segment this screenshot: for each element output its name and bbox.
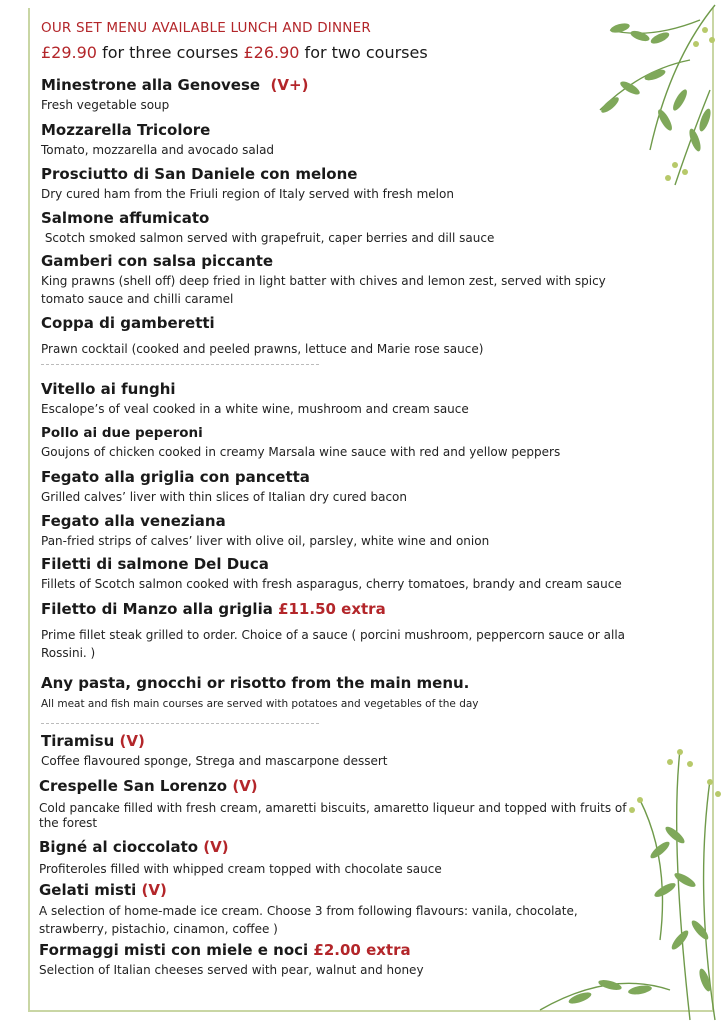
dish-name: Gamberi con salsa piccante: [41, 252, 274, 270]
dish-name: Filetti di salmone Del Duca: [41, 555, 269, 573]
two-courses-label: for two courses: [299, 43, 428, 62]
menu-item: [41, 380, 681, 418]
dish-name: Fegato alla griglia con pancetta: [41, 468, 310, 486]
menu-prices: [41, 43, 428, 62]
menu-item: [41, 600, 661, 662]
dish-description: A selection of home-made ice cream. Choose 3 from following flavours: vanila, chocolate, strawberry, pistachio, cinamon, coffee ): [39, 904, 578, 936]
dish-name: Filetto di Manzo alla griglia £11.50 extra: [41, 600, 386, 618]
dish-name: Fegato alla veneziana: [41, 512, 226, 530]
dish-description: Grilled calves’ liver with thin slices of Italian dry cured bacon: [41, 490, 407, 504]
pasta-note-block: [41, 674, 681, 713]
dish-description: Fresh vegetable soup: [41, 98, 170, 112]
menu-item: [41, 732, 681, 770]
menu-item: [39, 777, 629, 831]
dish-tag: (V): [119, 732, 145, 750]
menu-item: [41, 76, 681, 114]
dish-description: Prime fillet steak grilled to order. Choice of a sauce ( porcini mushroom, peppercorn sauce or alla Rossini. ): [41, 628, 626, 660]
dish-tag: (V): [141, 881, 167, 899]
dish-name: Coppa di gamberetti: [41, 314, 215, 332]
price-three-courses: £29.90: [41, 43, 97, 62]
menu-item: [39, 941, 679, 979]
menu-item: [39, 838, 679, 878]
dish-description: Pan-fried strips of calves’ liver with olive oil, parsley, white wine and onion: [41, 534, 490, 548]
menu-item: [41, 425, 681, 461]
menu-item: [41, 555, 681, 593]
dish-name: Salmone affumicato: [41, 209, 210, 227]
menu-item: [41, 512, 681, 550]
three-courses-label: for three courses: [96, 43, 244, 62]
pasta-title: Any pasta, gnocchi or risotto from the main menu.: [41, 674, 470, 692]
dish-description: Cold pancake filled with fresh cream, amaretti biscuits, amaretto liqueur and topped with fruits of the forest: [39, 801, 627, 830]
dish-name: Formaggi misti con miele e noci £2.00 extra: [39, 941, 411, 959]
dish-name: Vitello ai funghi: [41, 380, 176, 398]
dish-name: Gelati misti (V): [39, 881, 167, 899]
menu-item: [41, 314, 681, 358]
dish-description: Prawn cocktail (cooked and peeled prawns, lettuce and Marie rose sauce): [41, 342, 484, 356]
dish-tag: (V): [203, 838, 229, 856]
menu-item: [41, 121, 681, 159]
dish-description: Tomato, mozzarella and avocado salad: [41, 143, 275, 157]
dish-tag: (V): [232, 777, 258, 795]
dish-name: Tiramisu (V): [41, 732, 145, 750]
section-divider: [41, 723, 319, 724]
menu-item: [41, 252, 631, 308]
dish-tag: (V+): [270, 76, 309, 94]
dish-description: Goujons of chicken cooked in creamy Marsala wine sauce with red and yellow peppers: [41, 445, 561, 459]
menu-item: [41, 165, 681, 203]
menu-item: [41, 209, 681, 247]
menu-item: [41, 468, 681, 506]
dish-name: Bigné al cioccolato (V): [39, 838, 229, 856]
dish-name: Minestrone alla Genovese (V+): [41, 76, 309, 94]
price-two-courses: £26.90: [243, 43, 300, 62]
dish-description: Fillets of Scotch salmon cooked with fresh asparagus, cherry tomatoes, brandy and cream sauce: [41, 577, 622, 591]
dish-name: Prosciutto di San Daniele con melone: [41, 165, 358, 183]
section-divider: [41, 364, 319, 365]
dish-description: Selection of Italian cheeses served with pear, walnut and honey: [39, 963, 424, 977]
menu-heading: OUR SET MENU AVAILABLE LUNCH AND DINNER: [41, 20, 371, 36]
dish-description: Scotch smoked salmon served with grapefruit, caper berries and dill sauce: [41, 231, 495, 245]
dish-tag: £11.50 extra: [278, 600, 386, 618]
dish-description: Coffee flavoured sponge, Strega and mascarpone dessert: [41, 754, 388, 768]
dish-description: King prawns (shell off) deep fried in light batter with chives and lemon zest, served with spicy tomato sauce and chilli caramel: [41, 274, 606, 306]
dish-name: Crespelle San Lorenzo (V): [39, 777, 258, 795]
dish-tag: £2.00 extra: [313, 941, 411, 959]
sides-note: All meat and fish main courses are served with potatoes and vegetables of the day: [41, 698, 479, 710]
menu-item: [39, 881, 639, 938]
dish-description: Dry cured ham from the Friuli region of Italy served with fresh melon: [41, 187, 454, 201]
dish-description: Escalope’s of veal cooked in a white wine, mushroom and cream sauce: [41, 402, 469, 416]
dish-name: Mozzarella Tricolore: [41, 121, 211, 139]
dish-name: Pollo ai due peperoni: [41, 425, 203, 441]
dish-description: Profiteroles filled with whipped cream topped with chocolate sauce: [39, 862, 442, 876]
